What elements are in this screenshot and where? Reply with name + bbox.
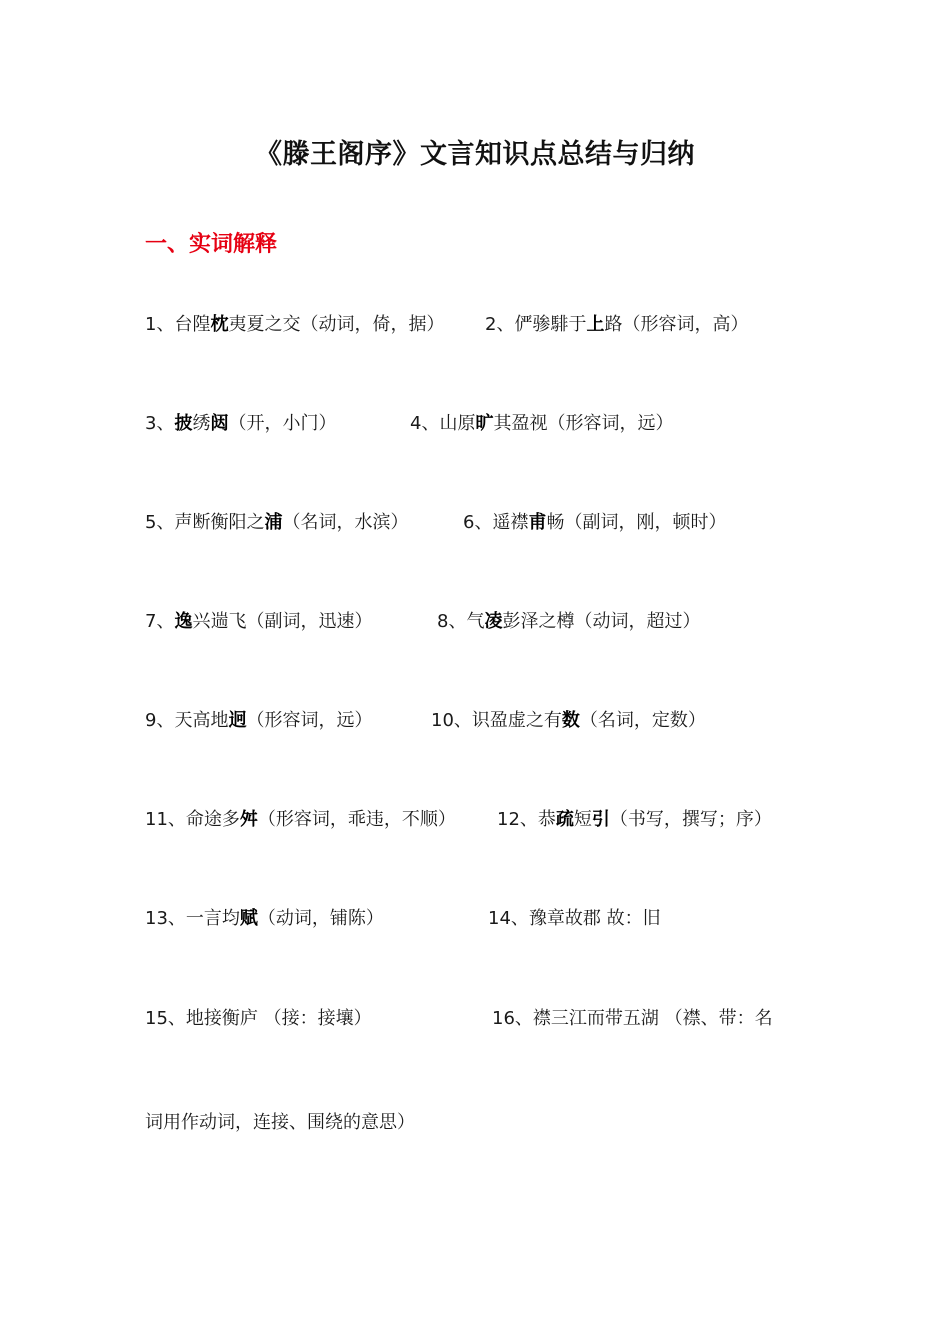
vocab-item-2 xyxy=(485,313,748,337)
vocab-item-3 xyxy=(145,412,336,436)
key-word: 赋 xyxy=(239,908,258,929)
item-text: 8、气 xyxy=(437,611,485,632)
item-text: （名词，水滨） xyxy=(282,512,409,533)
key-word: 旷 xyxy=(475,413,494,434)
vocab-item-8 xyxy=(437,610,700,634)
vocab-row xyxy=(145,610,701,634)
key-word: 迥 xyxy=(228,710,247,731)
key-word: 浦 xyxy=(264,512,283,533)
vocab-item-14 xyxy=(488,907,661,931)
item-text: 10、识盈虚之有 xyxy=(431,710,562,731)
key-word: 数 xyxy=(561,710,580,731)
item-text: 绣 xyxy=(192,413,211,434)
vocab-item-11 xyxy=(145,808,456,832)
key-word: 闼 xyxy=(210,413,229,434)
item-text: 9、天高地 xyxy=(145,710,229,731)
item-text: 7、 xyxy=(145,611,175,632)
vocab-row xyxy=(145,511,727,535)
key-word: 疏 xyxy=(555,809,574,830)
vocab-item-5 xyxy=(145,511,408,535)
vocab-item-1 xyxy=(145,313,444,337)
key-word: 凌 xyxy=(484,611,503,632)
item-text: 彭泽之樽（动词，超过） xyxy=(502,611,701,632)
item-text: 15、地接衡庐 （接：接壤） xyxy=(145,1008,372,1029)
vocab-row xyxy=(145,1007,773,1031)
item-text: （名词，定数） xyxy=(579,710,706,731)
item-text: 2、俨骖騑于 xyxy=(485,314,587,335)
vocab-item-13 xyxy=(145,907,384,931)
item-text: 夷夏之交（动词，倚，据） xyxy=(228,314,445,335)
section-heading: 一、实词解释 xyxy=(145,232,278,257)
item-text: （开，小门） xyxy=(228,413,337,434)
vocab-row xyxy=(145,709,706,733)
vocab-item-15 xyxy=(145,1007,372,1031)
key-word: 枕 xyxy=(210,314,229,335)
item-text: 1、台隍 xyxy=(145,314,211,335)
item-text: 路（形容词，高） xyxy=(604,314,749,335)
vocab-item-10 xyxy=(431,709,706,733)
vocab-item-4 xyxy=(410,412,673,436)
item-text: 5、声断衡阳之 xyxy=(145,512,265,533)
item-text: （形容词，乖违，不顺） xyxy=(257,809,456,830)
item-text: 11、命途多 xyxy=(145,809,240,830)
item-text: 其盈视（形容词，远） xyxy=(493,413,674,434)
item-text: （形容词，远） xyxy=(246,710,373,731)
vocab-row xyxy=(145,907,661,931)
vocab-row xyxy=(145,412,674,436)
key-word: 逸 xyxy=(174,611,193,632)
item-text: 短 xyxy=(573,809,592,830)
item-text: 14、豫章故郡 故：旧 xyxy=(488,908,661,929)
vocab-item-16 xyxy=(492,1007,773,1031)
item-text: （书写，撰写；序） xyxy=(609,809,772,830)
vocab-item-12 xyxy=(497,808,772,832)
vocab-row xyxy=(145,313,749,337)
item-text: 4、山原 xyxy=(410,413,476,434)
key-word: 上 xyxy=(586,314,605,335)
vocab-item-7 xyxy=(145,610,372,634)
item-text: 6、遥襟 xyxy=(463,512,529,533)
item-text: 12、恭 xyxy=(497,809,556,830)
item-text: 13、一言均 xyxy=(145,908,240,929)
key-word: 甫 xyxy=(528,512,547,533)
key-word: 披 xyxy=(174,413,193,434)
vocab-item-6 xyxy=(463,511,726,535)
item-text: 16、襟三江而带五湖 （襟、带：名 xyxy=(492,1008,773,1029)
key-word: 舛 xyxy=(239,809,258,830)
vocab-item-9 xyxy=(145,709,372,733)
page-title: 《滕王阁序》文言知识点总结与归纳 xyxy=(255,139,695,170)
item-text: 畅（副词，刚，顿时） xyxy=(546,512,727,533)
vocab-row xyxy=(145,808,772,832)
key-word: 引 xyxy=(591,809,610,830)
item-text: 兴遄飞（副词，迅速） xyxy=(192,611,373,632)
vocab-item-16-continuation: 词用作动词，连接、围绕的意思） xyxy=(145,1112,415,1133)
item-text: 3、 xyxy=(145,413,175,434)
item-text: （动词，铺陈） xyxy=(257,908,384,929)
